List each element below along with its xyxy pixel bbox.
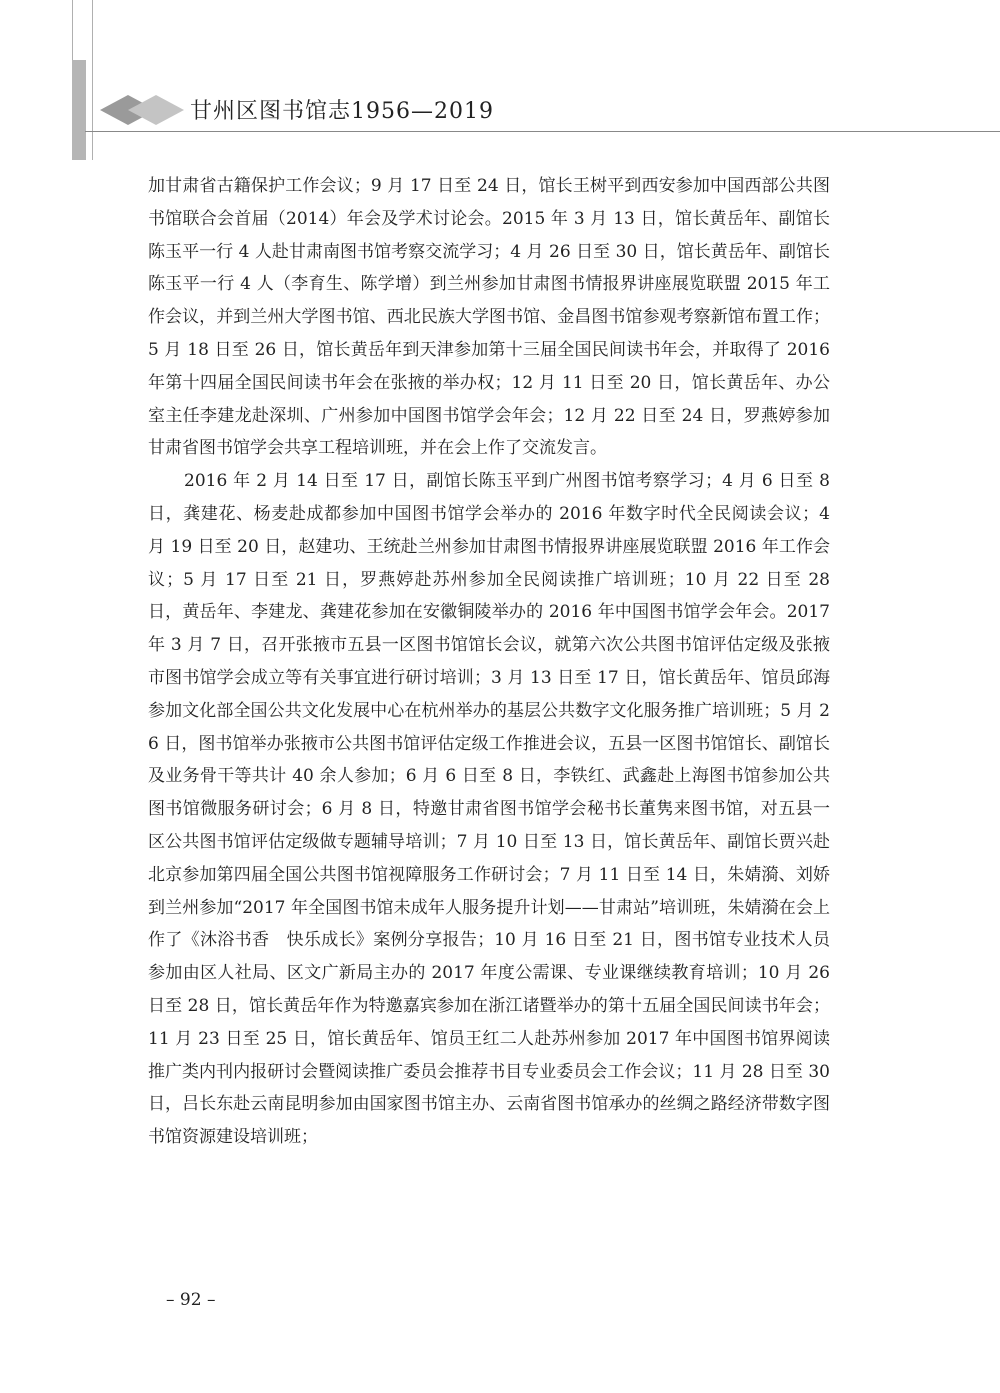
running-header-title: 甘州区图书馆志1956—2019 bbox=[190, 99, 494, 124]
margin-line-right bbox=[92, 0, 93, 160]
page-number: – 92 – bbox=[166, 1290, 216, 1310]
paragraph-continued: 加甘肃省古籍保护工作会议；9 月 17 日至 24 日，馆长王树平到西安参加中国西部公共图书馆联合会首届（2014）年会及学术讨论会。2015 年 3 月 13 日，馆长黄岳年、副馆长陈玉平一行 4 人赴甘肃南图书馆考察交流学习；4 月 26 日至 30 日，馆长黄岳年、副馆长陈玉平一行 4 人（李育生、陈学增）到兰州参加甘肃图书情报界讲座展览联盟 2015 年工作会议，并到兰州大学图书馆、西北民族大学图书馆、金昌图书馆参观考察新馆布置工作；5 月 18 日至 26 日，馆长黄岳年到天津参加第十三届全国民间读书年会，并取得了 2016 年第十四届全国民间读书年会在张掖的举办权；12 月 11 日至 20 日，馆长黄岳年、办公室主任李建龙赴深圳、广州参加中国图书馆学会年会；12 月 22 日至 24 日，罗燕婷参加甘肃省图书馆学会共享工程培训班，并在会上作了交流发言。 bbox=[148, 176, 830, 459]
paragraph-2016-2017: 2016 年 2 月 14 日至 17 日，副馆长陈玉平到广州图书馆考察学习；4 月 6 日至 8 日，龚建花、杨麦赴成都参加中国图书馆学会举办的 2016 年数字时代全民阅读会议；4 月 19 日至 20 日，赵建功、王统赴兰州参加甘肃图书情报界讲座展览联盟 2016 年工作会议；5 月 17 日至 21 日，罗燕婷赴苏州参加全民阅读推广培训班；10 月 22 日至 28 日，黄岳年、李建龙、龚建花参加在安徽铜陵举办的 2016 年中国图书馆学会年会。2017 年 3 月 7 日，召开张掖市五县一区图书馆馆长会议，就第六次公共图书馆评估定级及张掖市图书馆学会成立等有关事宜进行研讨培训；3 月 13 日至 17 日，馆长黄岳年、馆员邱海参加文化部全国公共文化发展中心在杭州举办的基层公共数字文化服务推广培训班；5 月 26 日，图书馆举办张掖市公共图书馆评估定级工作推进会议，五县一区图书馆馆长、副馆长及业务骨干等共计 40 余人参加；6 月 6 日至 8 日，李铁红、武鑫赴上海图书馆参加公共图书馆微服务研讨会；6 月 8 日，特邀甘肃省图书馆学会秘书长董隽来图书馆，对五县一区公共图书馆评估定级做专题辅导培训；7 月 10 日至 13 日，馆长黄岳年、副馆长贾兴赴北京参加第四届全国公共图书馆视障服务工作研讨会；7 月 11 日至 14 日，朱婧漪、刘娇到兰州参加“2017 年全国图书馆未成年人服务提升计划——甘肃站”培训班，朱婧漪在会上作了《沐浴书香 快乐成长》案例分享报告；10 月 16 日至 21 日，图书馆专业技术人员参加由区人社局、区文广新局主办的 2017 年度公需课、专业课继续教育培训；10 月 26 日至 28 日，馆长黄岳年作为特邀嘉宾参加在浙江诸暨举办的第十五届全国民间读书年会；11 月 23 日至 25 日，馆长黄岳年、馆员王红二人赴苏州参加 2017 年中国图书馆界阅读推广类内刊内报研讨会暨阅读推广委员会推荐书目专业委员会工作会议；11 月 28 日至 30 日，吕长东赴云南昆明参加由国家图书馆主办、云南省图书馆承办的丝绸之路经济带数字图书馆资源建设培训班； bbox=[148, 471, 830, 1148]
header-side-bar bbox=[72, 60, 86, 160]
body-text bbox=[148, 170, 830, 1154]
header-rule bbox=[85, 131, 1000, 132]
